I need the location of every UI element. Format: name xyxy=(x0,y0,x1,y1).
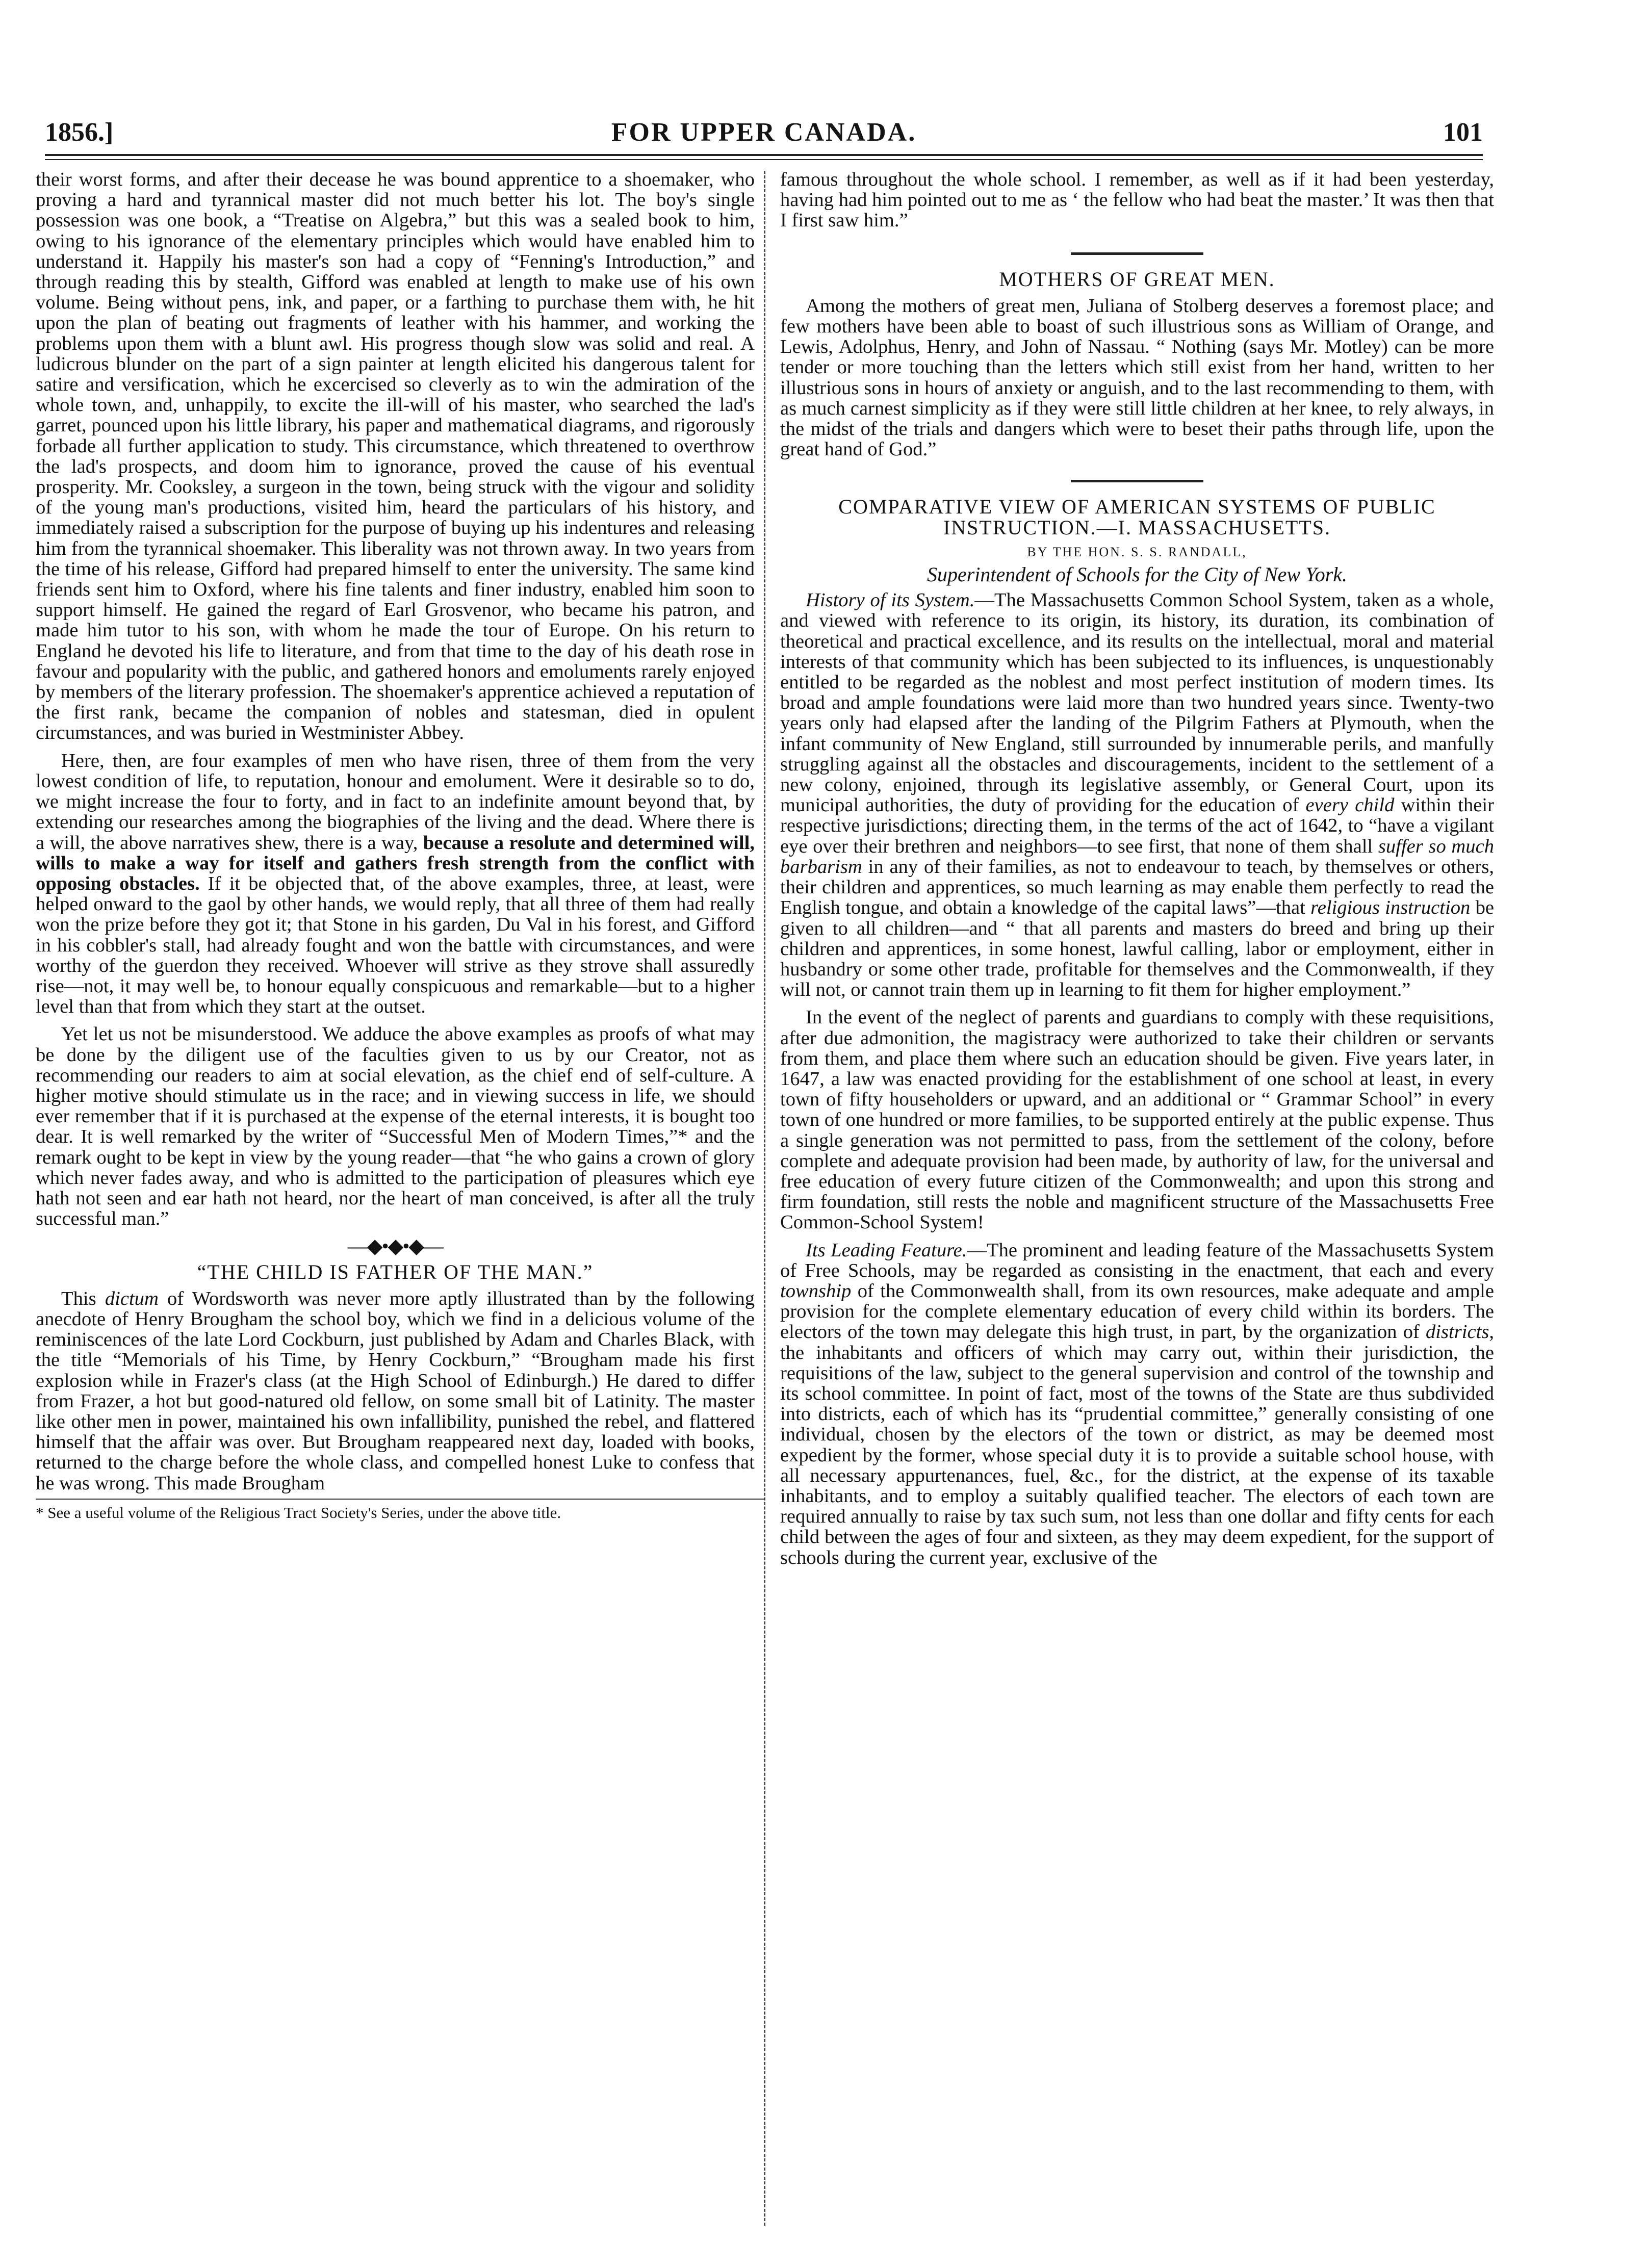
brougham-continuation: famous throughout the whole school. I remember, as well as if it had been yesterday, having had him pointed out to me as ‘ the fellow who had beat the master.’ It was then that I first saw him.” xyxy=(780,169,1494,231)
header-year: 1856.] xyxy=(45,118,114,147)
heading-mothers: MOTHERS OF GREAT MEN. xyxy=(999,267,1275,291)
barbarism-text: suffer so much barbarism xyxy=(780,835,1494,878)
section-separator-2 xyxy=(1071,480,1203,482)
leading-text-a: —The prominent and leading feature of the Massachusetts System of Free Schools, may be regarded as consisting in the enactment, that each and every xyxy=(780,1239,1494,1281)
dictum-word: dictum xyxy=(105,1287,159,1309)
history-label: History of its System. xyxy=(806,589,975,611)
left-column xyxy=(36,169,755,1522)
brougham-text-a: This xyxy=(61,1287,105,1309)
section-separator xyxy=(1071,252,1203,255)
leading-text-c: , the inhabitants and officers of which may carry out, within their jurisdiction, the requisitions of the law, subject to the general supervision and control of the township and its school committee. In point of fact, most of the towns of the State are thus subdivided into districts, each of which has its “prudential committee,” generally consisting of one individual, chosen by the electors of the town or district, as may be deemed most expedient by the former, whose special duty it is to provide a suitable school house, with all necessary appurtenances, fuel, &c., for the district, at the expense of its taxable inhabitants, and to employ a suitably qualified teacher. The electors of each town are required annually to raise by tax such sum, not less than one dollar and fifty cents for each child between the ages of four and sixteen, as they may deem expedient, for the support of schools during the current year, exclusive of the xyxy=(780,1321,1494,1568)
footnote: * See a useful volume of the Religious Tract Society's Series, under the above title. xyxy=(36,1503,561,1522)
heading-child-father: “THE CHILD IS FATHER OF THE MAN.” xyxy=(197,1260,594,1283)
history-text-b: within their respective jurisdictions; directing them, in the terms of the act of 1642, to “have a vigilant eye over their brethren and neighbors—to see first, that none of them shall xyxy=(780,794,1494,857)
history-paragraph xyxy=(780,590,1494,1000)
examples-text-c: If it be objected that, of the above examples, three, at least, were helped onward to the gaol by other hands, we would reply, that all three of them had really won the prize before they got it; that Stone in his garden, Du Val in his forest, and Gifford in his cobbler's stall, had already fought and won the battle with circumstances, and were worthy of the guerdon they received. Whoever will strive as they strove shall assuredly rise—not, it may well be, to honour equally conspicuous and remarkable—but to a higher level than that from which they start at the outset. xyxy=(36,872,755,1018)
page-number: 101 xyxy=(1443,118,1483,147)
examples-bold-text: because a resolute and determined will, wills to make a way for itself and gathers fresh strength from the conflict with opposing obstacles. xyxy=(36,832,755,894)
footnote-rule xyxy=(36,1499,765,1500)
brougham-text-b: of Wordsworth was never more aptly illustrated than by the following anecdote of Henry Brougham the school boy, which we find in a delicious volume of the reminiscences of the late Lord Cockburn, just published by Adam and Charles Black, with the title “Memorials of his Time, by Henry Cockburn,” “Brougham made his first explosion while in Frazer's class (at the High School of Edinburgh.) He dared to differ from Frazer, a hot but good-natured old fellow, on some small bit of Latinity. The master like other men in power, maintained his own infallibility, punished the rebel, and flattered himself that the affair was over. But Brougham reappeared next day, loaded with books, returned to the charge before the whole class, and compelled honest Luke to confess that he was wrong. This made Brougham xyxy=(36,1287,755,1494)
township-text: township xyxy=(780,1280,852,1302)
leading-label: Its Leading Feature. xyxy=(806,1239,967,1261)
gifford-paragraph: their worst forms, and after their decease he was bound apprentice to a shoemaker, who proving a hard and tyrannical master did not much better his lot. The boy's single possession was one book, a “Treatise on Algebra,” but this was a sealed book to him, owing to his ignorance of the elementary principles which would have enabled him to understand it. Happily his master's son had a copy of “Fenning's Introduction,” and through reading this by stealth, Gifford was enabled at length to make use of his own volume. Being without pens, ink, and paper, or a farthing to purchase them with, he hit upon the plan of beating out fragments of leather with his hammer, and working the problems upon them with a blunt awl. His progress though slow was solid and real. A ludicrous blunder on the part of a sign painter at length elicited his dangerous talent for satire and versification, which he excercised so cleverly as to win the admiration of the whole town, and, unhappily, to excite the ill-will of his master, who searched the lad's garret, pounced upon his little library, his paper and mathematical diagrams, and rigorously forbade all further application to study. This circumstance, which threatened to overthrow the lad's prospects, and doom him to ignorance, proved the cause of his eventual prosperity. Mr. Cooksley, a surgeon in the town, being struck with the vigour and solidity of the young man's productions, visited him, heard the particulars of his history, and immediately raised a subscription for the purpose of buying up his indentures and releasing him from the tyrannical shoemaker. This liberality was not thrown away. In two years from the time of his release, Gifford had prepared himself to enter the university. The same kind friends sent him to Oxford, where his fine talents and finer industry, enabled him soon to support himself. He gained the regard of Earl Grosvenor, who became his patron, and made him tutor to his son, with whom he made the tour of Europe. On his return to England he devoted his life to literature, and from that time to the day of his death rose in favour and popularity with the public, and gathered honors and emoluments rarely enjoyed by members of the literary profession. The shoemaker's apprentice achieved a reputation of the first rank, became the companion of nobles and statesman, died in opulent circumstances, and was buried in Westminister Abbey. xyxy=(36,169,755,744)
every-child-text: every child xyxy=(1305,794,1395,816)
header-rule-thin xyxy=(45,159,1483,160)
misunderstood-paragraph: Yet let us not be misunderstood. We adduce the above examples as proofs of what may be done by the diligent use of the faculties given to us by our Creator, not as recommending our readers to aim at social elevation, as the chief end of self-culture. A higher motive should stimulate us in the race; and in viewing success in life, we should ever remember that if it is purchased at the expense of the eternal interests, it is bought too dear. It is well remarked by the writer of “Successful Men of Modern Times,”* and the remark ought to be kept in view by the young reader—that “he who gains a crown of glory which never fades away, and who is admitted to the participation of pleasures which eye hath not seen and ear hath not heard, nor the heart of man conceived, is after all the truly successful man.” xyxy=(36,1023,755,1230)
examples-paragraph xyxy=(36,751,755,1017)
section-flourish: —◆•◆•◆— xyxy=(347,1234,443,1258)
byline-title: Superintendent of Schools for the City of New York. xyxy=(927,563,1348,586)
districts-text: districts xyxy=(1426,1321,1489,1343)
history-text-d: be given to all children—and “ that all parents and masters do breed and bring up their children and apprentices, in some honest, lawful calling, labor or employment, either in husbandry or some other trade, profitable for themselves and the Commonwealth, if they will not, or cannot train them up in learning to fit them for higher employment.” xyxy=(780,897,1494,1001)
page-header xyxy=(45,112,1483,153)
mothers-paragraph: Among the mothers of great men, Juliana of Stolberg deserves a foremost place; and few mothers have been able to boast of such illustrious sons as William of Orange, and Lewis, Adolphus, Henry, and John of Nassau. “ Nothing (says Mr. Motley) can be more tender or more touching than the letters which still exist from her hand, written to her illustrious sons in hours of anxiety or anguish, and to the last recommending to them, with as much carnest simplicity as if they were still little children at her knee, to rely always, in the midst of the trials and dangers which were to beset their paths through life, upon the great hand of God.” xyxy=(780,295,1494,460)
leading-text-b: of the Commonwealth shall, from its own resources, make adequate and ample provision for the complete elementary education of every child within its borders. The electors of the town may delegate this high trust, in part, by the organization of xyxy=(780,1280,1494,1343)
history-text-c: in any of their families, as not to endeavour to teach, by themselves or others, their children and apprentices, so much learning as may enable them perfectly to read the English tongue, and obtain a knowledge of the capital laws”—that xyxy=(780,856,1494,919)
header-title: FOR UPPER CANADA. xyxy=(611,118,917,147)
neglect-paragraph: In the event of the neglect of parents and guardians to comply with these requisitions, after due admonition, the magistracy were authorized to take their children or servants from them, and place them where such an education should be given. Five years later, in 1647, a law was enacted providing for the establishment of one school at least, in every town of fifty householders or upward, and an additional or “ Grammar School” in every town of one hundred or more families, to be supported entirely at the public expense. Thus a single generation was not permitted to pass, from the settlement of the colony, before complete and adequate provision had been made, by authority of law, for the universal and free education of every future citizen of the Commonwealth; and upon this strong and firm foundation, still rests the noble and magnificent structure of the Massachusetts Free Common-School System! xyxy=(780,1007,1494,1233)
examples-text-a: Here, then, are four examples of men who have risen, three of them from the very lowest condition of life, to reputation, honour and emolument. Were it desirable so to do, we might increase the four to forty, and in fact to an indefinite amount beyond that, by extending our researches among the biographies of the living and the dead. Where there is a will, the above narratives shew, there is a way, xyxy=(36,750,755,854)
heading-comparative: COMPARATIVE VIEW OF AMERICAN SYSTEMS OF PUBLIC INSTRUCTION.—I. MASSACHUSETTS. xyxy=(838,495,1436,539)
brougham-paragraph xyxy=(36,1288,755,1493)
byline: BY THE HON. S. S. RANDALL, xyxy=(1027,544,1247,559)
religious-instruction-text: religious instruction xyxy=(1310,897,1471,919)
leading-feature-paragraph xyxy=(780,1240,1494,1568)
right-column xyxy=(780,169,1494,1568)
column-divider xyxy=(764,171,766,2226)
history-text-a: —The Massachusetts Common School System, taken as a whole, and viewed with reference to its origin, its history, its duration, its combination of theoretical and practical excellence, and its results on the intellectual, moral and material interests of that community which has been subjected to its influences, is unquestionably entitled to be regarded as the noblest and most perfect institution of modern times. Its broad and ample foundations were laid more than two hundred years since. Twenty-two years only had elapsed after the landing of the Pilgrim Fathers at Plymouth, when the infant community of New England, still surrounded by innumerable perils, and manfully struggling against all the obstacles and discouragements, incident to the settlement of a new colony, enjoined, through its legislative assembly, or General Court, upon its municipal authorities, the duty of providing for the education of xyxy=(780,589,1494,816)
header-rule-thick xyxy=(45,154,1483,156)
